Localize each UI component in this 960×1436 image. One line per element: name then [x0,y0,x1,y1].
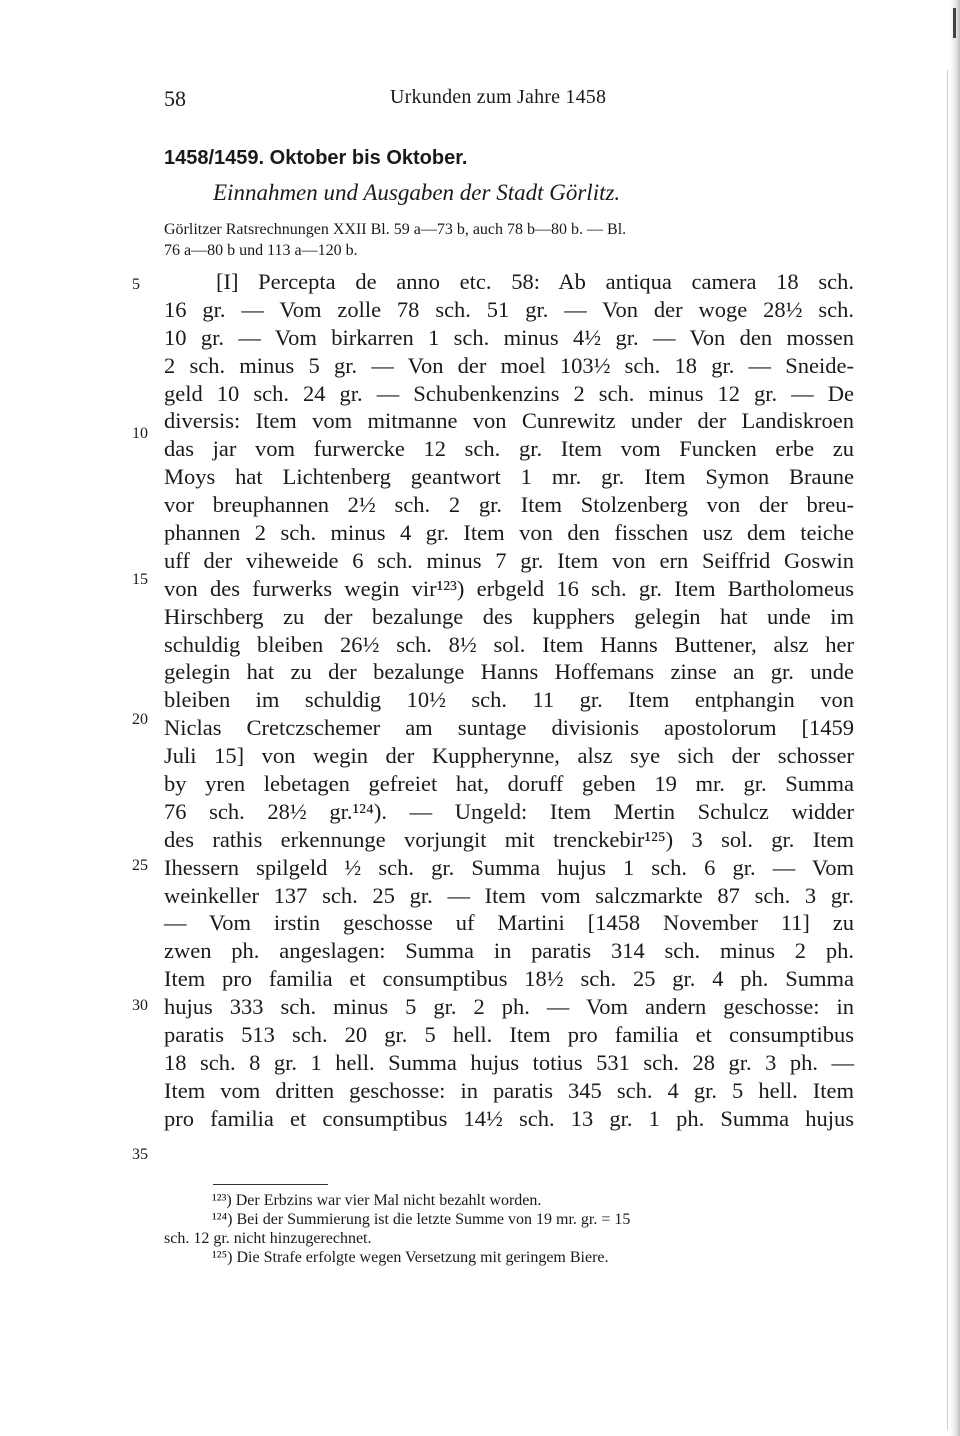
source-reference-line: 76 a—80 b und 113 a—120 b. [164,242,358,259]
body-line: Item vom dritten geschosse: in paratis 345 sch. 4 gr. 5 hell. Item [164,1077,854,1103]
running-head: Urkunden zum Jahre 1458 [390,86,607,108]
line-number: 5 [132,276,140,293]
body-line: des rathis erkennunge vorjungit mit trenckebir¹²⁵) 3 sol. gr. Item [164,826,854,852]
footnote-divider [213,1184,328,1185]
document-heading: 1458/1459. Oktober bis Oktober. [164,147,468,169]
body-line: — Vom irstin geschosse uf Martini [1458 November 11] zu [164,910,854,936]
body-line: [I] Percepta de anno etc. 58: Ab antiqua camera 18 sch. [216,269,854,294]
body-line: Ihessern spilgeld ½ sch. gr. Summa hujus 1 sch. 6 gr. — Vom [164,854,854,880]
footnotes [164,1191,854,1267]
body-line: 16 gr. — Vom zolle 78 sch. 51 gr. — Von der woge 28½ sch. [164,296,854,322]
line-number: 20 [132,711,148,728]
footnote-line: ¹²⁵) Die Strafe erfolgte wegen Versetzung mit geringem Biere. [212,1249,609,1266]
page-number: 58 [164,86,186,111]
body-line: bleiben im schuldig 10½ sch. 11 gr. Item entphangin von [164,687,854,713]
body-line: pro familia et consumptibus 14½ sch. 13 gr. 1 ph. Summa hujus [164,1105,854,1131]
scan-mark [953,8,956,38]
body-line: 10 gr. — Vom birkarren 1 sch. minus 4½ gr. — Von den mossen [164,324,854,350]
line-number: 25 [132,857,148,874]
body-line: gelegin hat zu der bezalunge Hanns Hoffemans zinse an gr. unde [164,659,854,685]
line-number: 35 [132,1146,148,1163]
footnote-line: sch. 12 gr. nicht hinzugerechnet. [164,1230,372,1247]
body-line: diversis: Item vom mitmanne von Cunrewitz under der Landiskroen [164,408,854,434]
body-line: zwen ph. angeslagen: Summa in paratis 314 sch. minus 2 ph. [164,938,854,964]
line-number: 30 [132,997,148,1014]
body-line: weinkeller 137 sch. 25 gr. — Item vom salczmarkte 87 sch. 3 gr. [164,882,854,908]
body-line: hujus 333 sch. minus 5 gr. 2 ph. — Vom andern geschosse: in [164,994,854,1020]
body-line: 2 sch. minus 5 gr. — Von der moel 103½ sch. 18 gr. — Sneide- [164,352,854,378]
body-line: schuldig bleiben 26½ sch. 8½ sol. Item Hanns Buttener, alsz her [164,631,854,657]
body-line: uff der viheweide 6 sch. minus 7 gr. Item von ern Seiffrid Goswin [164,547,854,573]
body-line: Item pro familia et consumptibus 18½ sch. 25 gr. 4 ph. Summa [164,966,854,992]
body-line: Niclas Cretczschemer am suntage divisionis apostolorum [1459 [164,715,854,741]
body-text [164,268,854,1133]
body-line: Juli 15] von wegin der Kuppherynne, alsz sye sich der schosser [164,743,854,769]
body-line: 76 sch. 28½ gr.¹²⁴). — Ungeld: Item Mertin Schulcz widder [164,798,854,824]
line-number: 15 [132,571,148,588]
body-line: vor breuphannen 2½ sch. 2 gr. Item Stolzenberg von der breu- [164,492,854,518]
footnote-line: ¹²⁴) Bei der Summierung ist die letzte Summe von 19 mr. gr. = 15 [212,1211,631,1228]
line-number: 10 [132,425,148,442]
footnote-line: ¹²³) Der Erbzins war vier Mal nicht bezahlt worden. [212,1192,542,1209]
body-line: Moys hat Lichtenberg geantwort 1 mr. gr. Item Symon Braune [164,464,854,490]
body-line: phannen 2 sch. minus 4 gr. Item von den fisschen usz dem teiche [164,520,854,546]
body-line: 18 sch. 8 gr. 1 hell. Summa hujus totius 531 sch. 28 gr. 3 ph. — [164,1049,854,1075]
body-line: paratis 513 sch. 20 gr. 5 hell. Item pro familia et consumptibus [164,1022,854,1048]
scan-edge-shadow [950,0,960,1436]
document-subtitle: Einnahmen und Ausgaben der Stadt Görlitz. [213,180,621,205]
body-line: geld 10 sch. 24 gr. — Schubenkenzins 2 sch. minus 12 gr. — De [164,380,854,406]
body-line: Hirschberg zu der bezalunge des kupphers gelegin hat unde im [164,603,854,629]
body-line: das jar vom furwercke 12 sch. gr. Item vom Funcken erbe zu [164,436,854,462]
page-header [164,86,854,114]
source-reference-line: Görlitzer Ratsrechnungen XXII Bl. 59 a—73 b, auch 78 b—80 b. — Bl. [164,221,627,238]
body-line: by yren lebetagen gefreiet hat, doruff geben 19 mr. gr. Summa [164,771,854,797]
body-line: von des furwerks wegin vir¹²³) erbgeld 16 sch. gr. Item Bartholomeus [164,575,854,601]
scan-margin-line [947,70,948,1430]
